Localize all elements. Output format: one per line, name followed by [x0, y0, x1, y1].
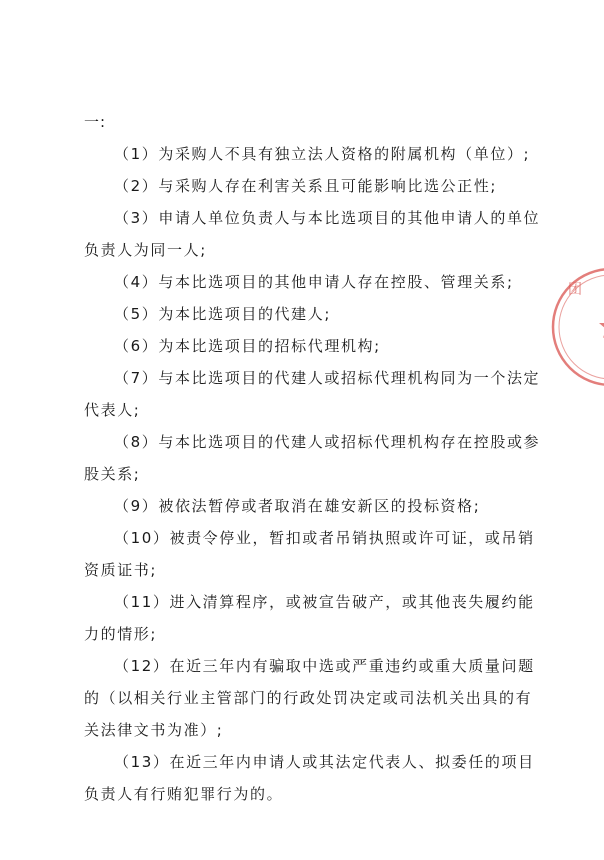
list-item: （4）与本比选项目的其他申请人存在控股、管理关系;: [114, 273, 514, 291]
list-item: （11）进入清算程序，或被宣告破产，或其他丧失履约能力的情形;: [84, 593, 535, 643]
list-item: （13）在近三年内申请人或其法定代表人、拟委任的项目负责人有行贿犯罪行为的。: [84, 753, 535, 803]
list-item: （7）与本比选项目的代建人或招标代理机构同为一个法定代表人;: [84, 369, 541, 419]
requirements-list: [84, 138, 542, 810]
seal-text: 团: [568, 282, 582, 298]
list-item: （12）在近三年内有骗取中选或严重违约或重大质量问题的（以相关行业主管部门的行政处罚决定或司法机关出具的有关法律文书为准）;: [84, 657, 535, 739]
list-item: （6）为本比选项目的招标代理机构;: [114, 337, 381, 355]
list-item: （2）与采购人存在利害关系且可能影响比选公正性;: [114, 177, 497, 195]
list-item: （8）与本比选项目的代建人或招标代理机构存在控股或参股关系;: [84, 433, 541, 483]
seal-star-icon: [599, 314, 604, 338]
list-item: （10）被责令停业，暂扣或者吊销执照或许可证，或吊销资质证书;: [84, 529, 535, 579]
list-item: （5）为本比选项目的代建人;: [114, 305, 331, 323]
list-item: （3）申请人单位负责人与本比选项目的其他申请人的单位负责人为同一人;: [84, 209, 541, 259]
list-item: （9）被依法暂停或者取消在雄安新区的投标资格;: [114, 497, 481, 515]
official-seal-stamp: [566, 262, 604, 392]
section-heading: 一:: [84, 113, 107, 131]
list-item: （1）为采购人不具有独立法人资格的附属机构（单位）;: [114, 145, 531, 163]
